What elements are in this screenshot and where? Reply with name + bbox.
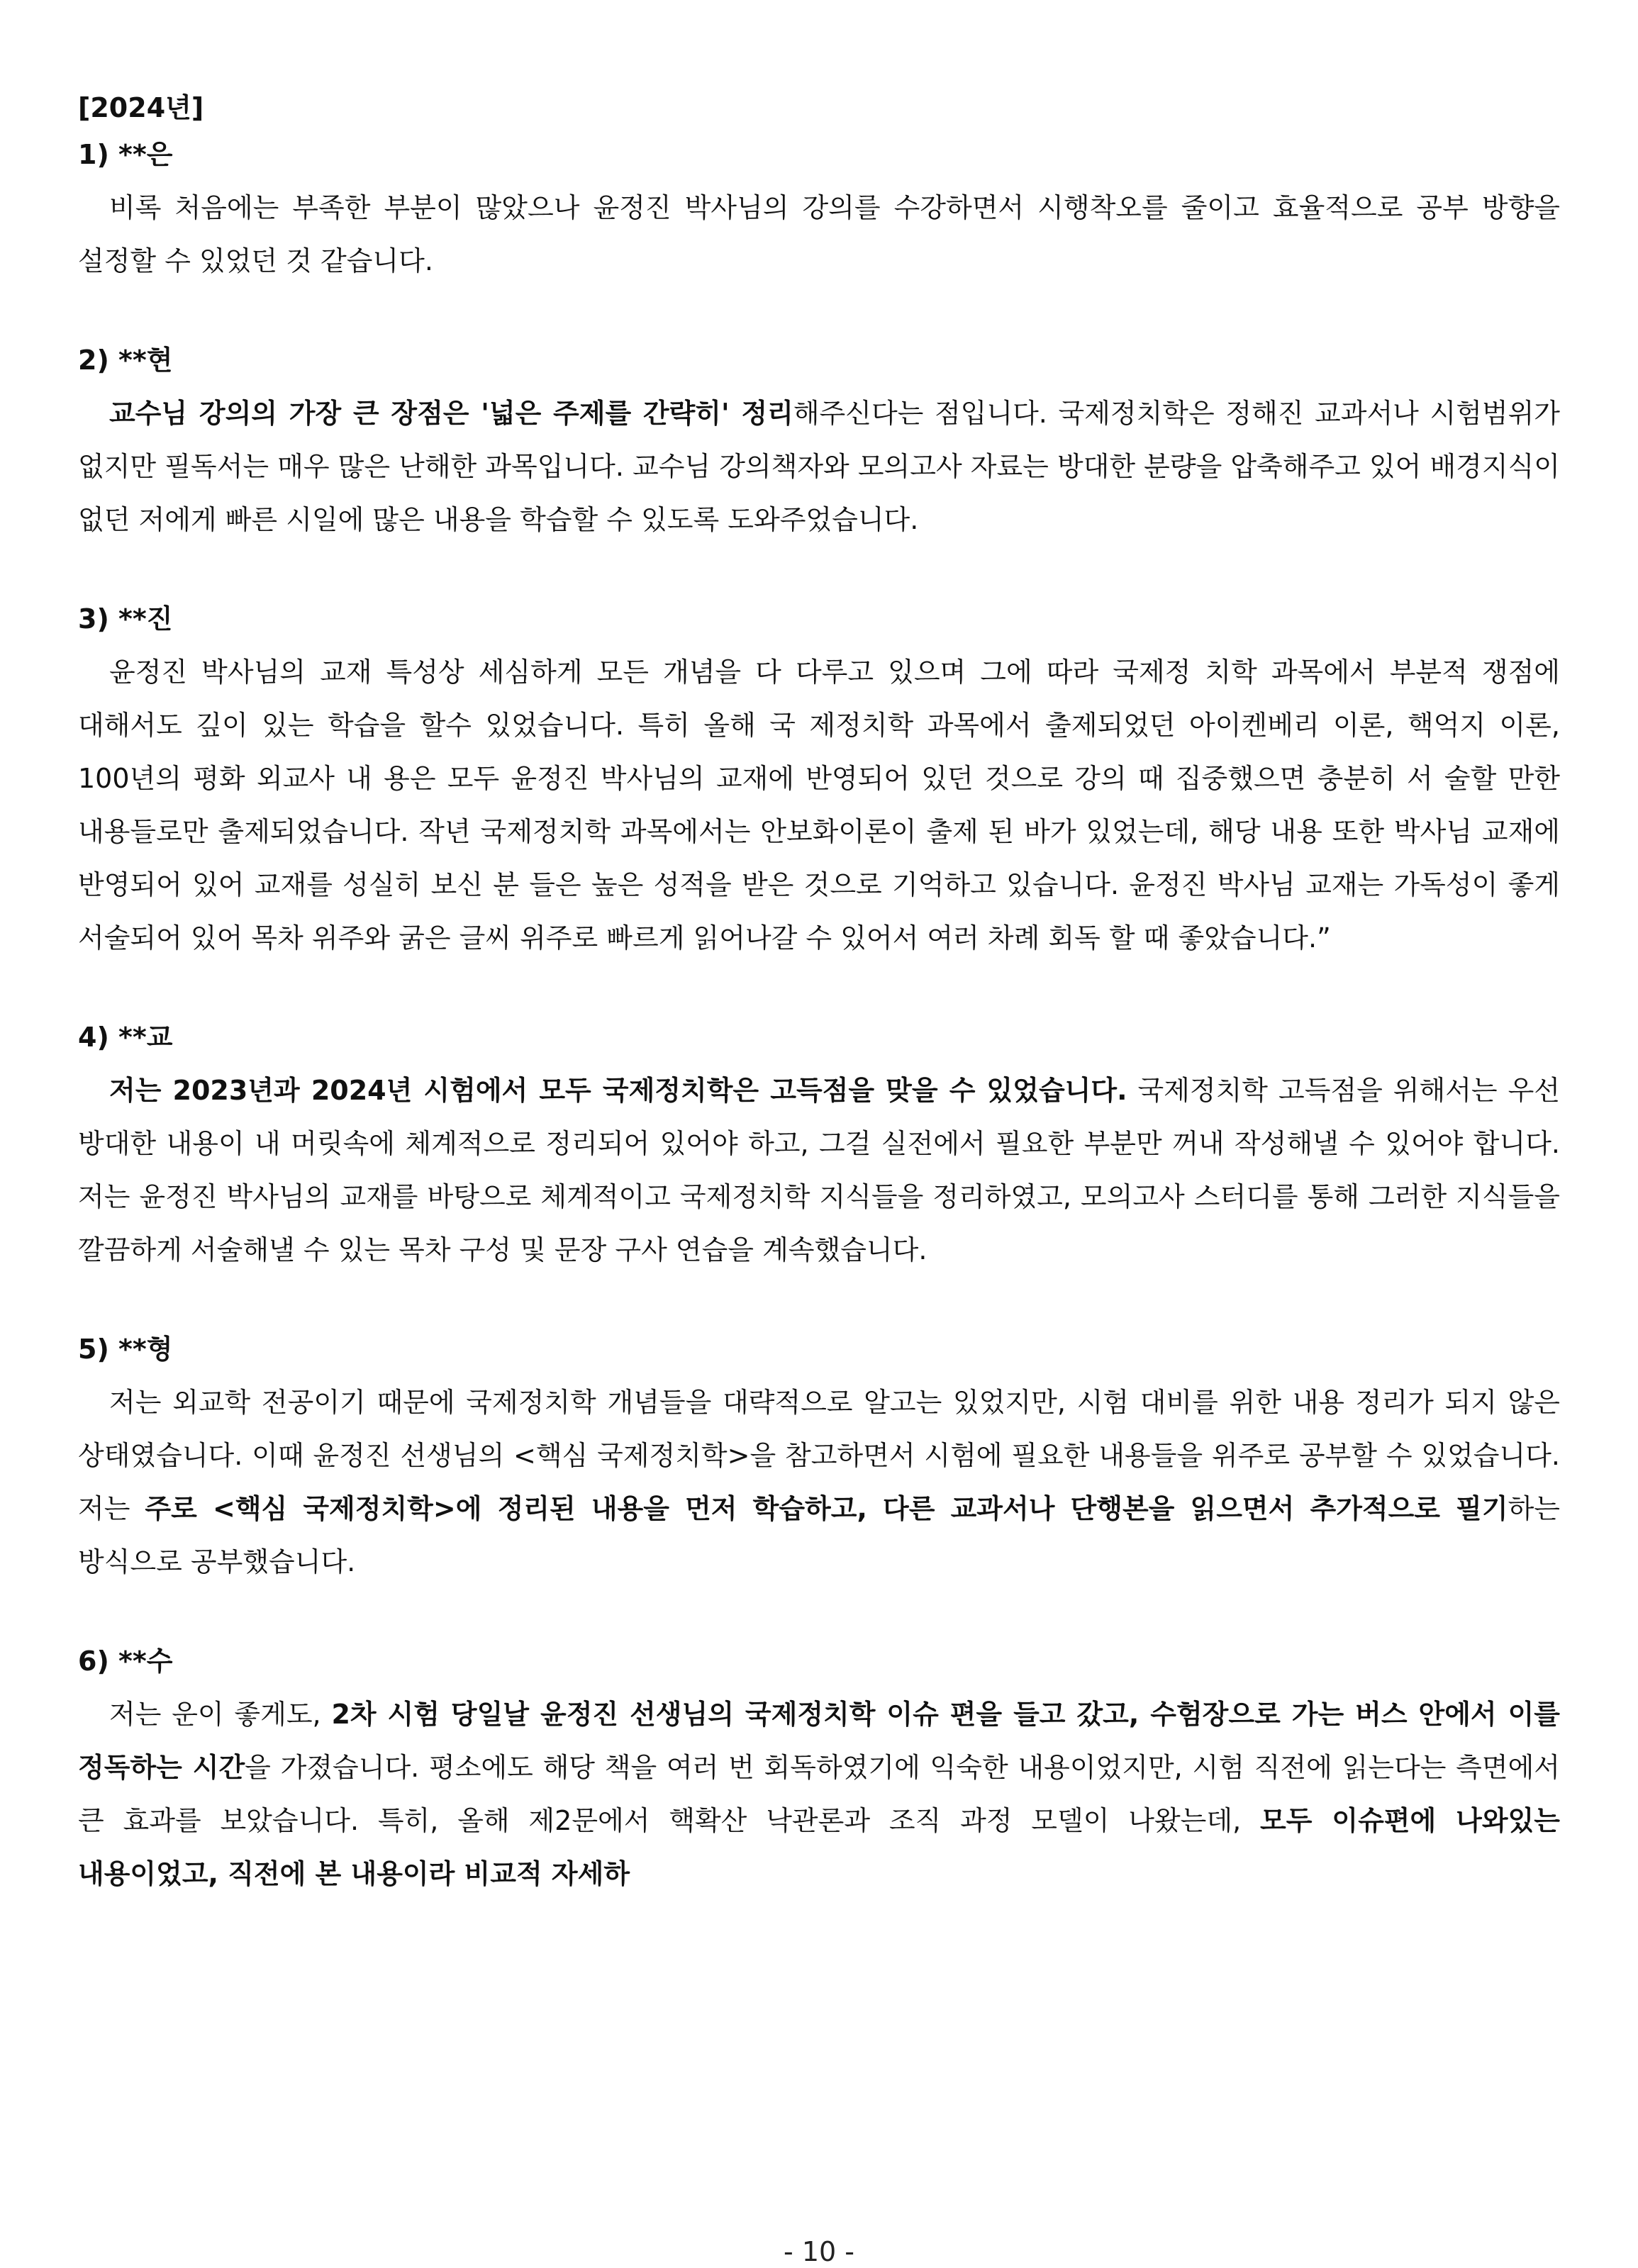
text-segment: 저는 운이 좋게도,: [109, 1699, 332, 1730]
bold-segment: 저는 2023년과 2024년 시험에서 모두 국제정치학은 고득점을 맞을 수 있었습니다.: [109, 1075, 1127, 1106]
entry-heading: 6) **수: [78, 1646, 173, 1677]
entry-6: [78, 1641, 1560, 1901]
entry-heading: 2) **현: [78, 345, 173, 376]
entry-heading: 4) **교: [78, 1022, 173, 1053]
text-segment: 윤정진 박사님의 교재 특성상 세심하게 모든 개념을 다 다루고 있으며 그에 따라 국제정 치학 과목에서 부분적 쟁점에 대해서도 깊이 있는 학습을 할수 있었습니다. 특히 올해 국 제정치학 과목에서 출제되었던 아이켄베리 이론, 핵억지 이론, 100년의 평화 외교사 내 용은 모두 윤정진 박사님의 교재에 반영되어 있던 것으로 강의 때 집중했으면 충분히 서 술할 만한 내용들로만 출제되었습니다. 작년 국제정치학 과목에서는 안보화이론이 출제 된 바가 있었는데, 해당 내용 또한 박사님 교재에 반영되어 있어 교재를 성실히 보신 분 들은 높은 성적을 받은 것으로 기억하고 있습니다. 윤정진 박사님 교재는 가독성이 좋게 서술되어 있어 목차 위주와 굵은 글씨 위주로 빠르게 읽어나갈 수 있어서 여러 차례 회독 할 때 좋았습니다.”: [78, 657, 1560, 954]
year-heading: [2024년]: [78, 92, 204, 123]
entry-paragraph: [78, 646, 1560, 965]
entry-1: [78, 135, 1560, 288]
text-segment: 해주신다는 점입니다. 국제정치학은 정해진 교과서나 시험범위가 없지만 필독서는 매우 많은 난해한 과목입니다. 교수님 강의책자와 모의고사 자료는 방대한 분량을 압축해주고 있어 배경지식이 없던 저에게 빠른 시일에 많은 내용을 학습할 수 있도록 도와주었습니다.: [78, 398, 1561, 535]
bold-segment: 모두 이슈편에 나와있는 내용이었고, 직전에 본 내용이라 비교적 자세하: [78, 1805, 1560, 1889]
entry-paragraph: [78, 1688, 1560, 1901]
text-segment: 비록 처음에는 부족한 부분이 많았으나 윤정진 박사님의 강의를 수강하면서 시행착오를 줄이고 효율적으로 공부 방향을 설정할 수 있었던 것 같습니다.: [78, 192, 1560, 276]
document-body: [78, 88, 1560, 1953]
entry-paragraph: [78, 1376, 1560, 1589]
entry-5: [78, 1329, 1560, 1589]
entry-heading: 1) **은: [78, 139, 173, 170]
entry-3: [78, 599, 1560, 965]
text-segment: 저는 외교학 전공이기 때문에 국제정치학 개념들을 대략적으로 알고는 있었지만, 시험 대비를 위한 내용 정리가 되지 않은 상태였습니다. 이때 윤정진 선생님의 <핵심 국제정치학>을 참고하면서 시험에 필요한 내용들을 위주로 공부할 수 있었습니다. 저는: [78, 1387, 1560, 1524]
text-segment: 을 가졌습니다. 평소에도 해당 책을 여러 번 회독하였기에 익숙한 내용이었지만, 시험 직전에 읽는다는 측면에서 큰 효과를 보았습니다. 특히, 올해 제2문에서 핵확산 낙관론과 조직 과정 모델이 나왔는데,: [78, 1752, 1560, 1836]
entry-heading: 5) **형: [78, 1334, 173, 1365]
bold-segment: 교수님 강의의 가장 큰 장점은 '넓은 주제를 간략히' 정리: [109, 398, 793, 429]
text-segment: 국제정치학 고득점을 위해서는 우선 방대한 내용이 내 머릿속에 체계적으로 정리되어 있어야 하고, 그걸 실전에서 필요한 부분만 꺼내 작성해낼 수 있어야 합니다. 저는 윤정진 박사님의 교재를 바탕으로 체계적이고 국제정치학 지식들을 정리하였고, 모의고사 스터디를 통해 그러한 지식들을 깔끔하게 서술해낼 수 있는 목차 구성 및 문장 구사 연습을 계속했습니다.: [78, 1075, 1560, 1266]
text-segment: 하는 방식으로 공부했습니다.: [78, 1493, 1560, 1577]
bold-segment: 2차 시험 당일날 윤정진 선생님의 국제정치학 이슈 편을 들고 갔고, 수험장으로 가는 버스 안에서 이를 정독하는 시간: [78, 1699, 1560, 1783]
entry-paragraph: [78, 1064, 1560, 1277]
entry-4: [78, 1017, 1560, 1277]
entry-heading: 3) **진: [78, 603, 173, 635]
page-number: - 10 -: [784, 2236, 854, 2267]
entry-2: [78, 340, 1560, 547]
entry-paragraph: [78, 387, 1560, 547]
entry-paragraph: [78, 181, 1560, 288]
bold-segment: 주로 <핵심 국제정치학>에 정리된 내용을 먼저 학습하고, 다른 교과서나 단행본을 읽으면서 추가적으로 필기: [145, 1493, 1508, 1524]
